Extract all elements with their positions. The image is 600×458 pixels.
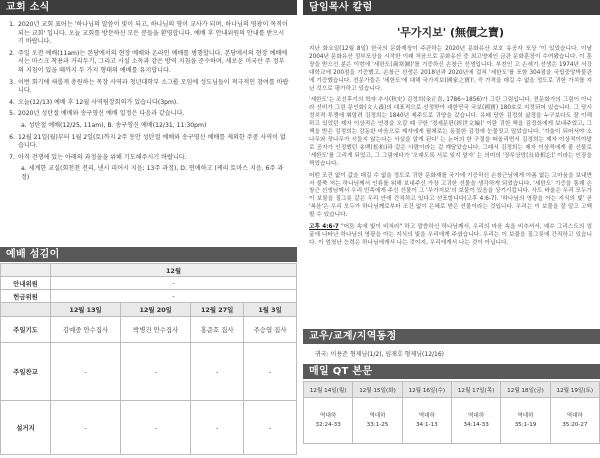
right-panel <box>303 0 600 458</box>
table-cell <box>1 264 51 277</box>
qt-header: 매일 QT 본문 <box>303 364 600 379</box>
table-cell: 홍준호 집사 <box>191 317 244 343</box>
qt-date: 12월 15일(화) <box>353 382 402 398</box>
qt-passage <box>304 398 353 444</box>
qt-passage <box>402 398 451 444</box>
news-text: 오늘(12/13) 예배 후 12월 사역팀장회의가 있습니다(3pm). <box>18 98 179 106</box>
date-header: 1월 3일 <box>244 303 297 317</box>
table-row <box>1 401 297 455</box>
qt-range: 32:24-33 <box>315 421 341 428</box>
table-cell: - <box>51 401 121 455</box>
qt-range: 35:20-27 <box>562 421 588 428</box>
family-text: 귀국: 이용준 형제님(1/2), 임재호 형제님(12/16) <box>315 351 445 358</box>
qt-book: 역대하 <box>566 412 583 419</box>
column-paragraph: 지난 화요일(12월 8일) 한국의 문화재청이 주관하는 2020년 문화유산 보호 유공자 포상 '이 있었습니다. 이날 2004년 문화유산 정부포상을 시작한 이래 처음으로 문화유산 중 최고영예인 금관 문화훈장이 수여됐습니다. 이 훈장을 받으신 분은 이번에 '세한도(歲寒圖)'를 기증하신 손창근 선생입니다. 부친인 고 손세기 선생은 1974년 서강대학교에 200점을 기증했고, 손창근 선생은 2018년과 2020년에 걸쳐 '세한도'를 포함 304점을 국립중앙박물관에 기증했습니다. 전문가들은 '세한도'에 대해 국가지보(國家之寶)', 즉 가격을 매길 수 없을 정도로 귀한 가치를 지닌 것으로 평가하고 있습니다. <box>309 46 592 92</box>
table-cell: - <box>121 401 191 455</box>
qt-passage <box>501 398 550 444</box>
qt-book: 역대하 <box>418 412 435 419</box>
scripture-text: "어둠 속에 빛이 비쳐라" 하고 말씀하신 하나님께서, 우리의 마음 속을 비추셔서, 예수 그리스도의 얼굴에 나타난 하나님의 영광을 아는 지식의 빛을 우리에게 주셨습니다. 우리는 이 보물을 질그릇에 간직하고 있습니다. 이 엄청난 능력은 하나님에게서 나는 것이지, 우리에게서 나는 것이 아닙니다. <box>309 224 592 246</box>
column-paragraph: '세한도'는 조선후기의 학자 추사(秋史) 김정희(金正喜, 1786~1856)가 그린 그림입니다. 전문화가의 그림이 아니라 선비가 그린 문인화(文人畵)의 대표적으로 선정받아 대한민국 국보(國寶) 180호로 지정되어 있습니다. 그 당시 정치적 투쟁에 휘말려 김정희는 1840년 제주도로 귀양을 갔습니다. 유배 당한 김정희 삶정을 누구보다도 잘 이해하고 있었던 제자 이상적은 연경을 오갈 때 구한 '경세문편(經世文編)' 이란 귀한 책을 김정희에게 보내주었고, 그 책을 받은 김정희는 감동한 마음으로 제자에게 필체로는 동물한 김정에 눈물짓고 말았습니다. '겨울이 되어서야 소나무와 잣나무가 시들지 않는다는 사실을 알게 된다' 는 논어의 한 구절을 떠올리면서 김정희는 제자 이상적이야말로 공자가 인정했던 송백(松柏)과 같은 사람이라는 걸 깨달았습니다. 그래서 김정희는 제자 이상적에게 줄 선물로 '세한도'를 그리게 되었고, 그 그림에다가 '오래도록 서로 잊지 말자' 는 의미의 '장무상망(長毋相忘)' 이라는 인장을 찍었습니다. <box>309 97 592 167</box>
row-label: 주일찬교 <box>1 343 51 401</box>
qt-passage <box>353 398 402 444</box>
news-item <box>6 99 289 108</box>
news-item <box>6 21 289 47</box>
table-cell: - <box>51 277 297 290</box>
row-label: 주일기도 <box>1 317 51 343</box>
qt-date: 12월 14일(월) <box>304 382 353 398</box>
news-item <box>6 110 289 119</box>
table-cell <box>1 303 51 317</box>
news-num: 2. <box>9 49 15 57</box>
news-text: 12월 21일(월)부터 1월 2일(토)까지 2주 동안 성탄절 예배와 송구영신 예배를 제외한 주중 사역이 없습니다. <box>18 133 286 150</box>
column-header: 담임목사 칼럼 <box>303 0 600 15</box>
news-num: 6. <box>9 133 15 141</box>
news-text: 주일 오전 예배(11am)는 본당에서의 현장 예배와 온라인 예배를 병행합니다. 본당에서의 현장 예배에서는 마스크 착용과 거리두기, 그리고 시설 소독과 같은 방역 지침을 준수하며, 새로운 미국산 주 정부의 지침이 있을 때까지 두 가지 형태의 예배를 유지합니다. <box>18 49 288 74</box>
table-cell: - <box>244 343 297 401</box>
scripture-ref: 고후 4:6-7 <box>309 224 339 231</box>
table-cell: 주승엽 집사 <box>244 317 297 343</box>
table-row <box>1 317 297 343</box>
qt-date: 12월 16일(수) <box>402 382 451 398</box>
qt-range: 34:14-33 <box>463 421 489 428</box>
left-panel <box>0 0 297 458</box>
news-num: 4. <box>9 98 15 106</box>
table-row <box>1 277 297 290</box>
table-row <box>1 343 297 401</box>
table-cell: - <box>51 343 121 401</box>
news-subitem: a. 성탄절 예배(12/25, 11am), B. 송구영신 예배(12/31, 11:30pm) <box>21 121 207 129</box>
table-cell: - <box>191 343 244 401</box>
table-cell: 박병건 안수집사 <box>121 317 191 343</box>
qt-passage <box>451 398 500 444</box>
family-header: 교우/교계/지역동정 <box>303 329 600 344</box>
news-item <box>6 134 289 151</box>
table-row <box>1 303 297 317</box>
news-num: 3. <box>9 78 15 86</box>
cast-table <box>0 263 297 455</box>
table-row <box>304 398 600 444</box>
news-text: 아직 전쟁에 있는 아래의 과정을을 위해 기도해주시기 바랍니다. <box>18 153 187 161</box>
qt-date: 12월 19일(토) <box>550 382 599 398</box>
news-num: 5. <box>9 110 15 118</box>
row-label: 안내위원 <box>1 277 51 290</box>
date-header: 12월 13일 <box>51 303 121 317</box>
news-list <box>0 15 297 183</box>
cast-month: 12월 <box>51 264 297 277</box>
table-cell: 김예중 안수집사 <box>51 317 121 343</box>
table-cell: - <box>121 343 191 401</box>
table-cell: - <box>51 290 297 303</box>
column-paragraph: 어떤 조건 없이 값을 매길 수 없을 정도로 귀한 문화재를 국가에 기증하신 손창근님에게 아픔 없는 고마움을 보내면서 불쑥 저는 하나님께서 인류를 위해 보내주신 가장 고귀한 선물을 생각하게 되었습니다. '세한도' 기증을 통해 손창근 선생님께서 우리 민족에게 주신 선물이 그 '무가지보'의 보물이 있음을 상기시킵니다. 사도 바울은 우리 모두가 이 보물을 질그릇 같은 우리 안에 간직하고 있다고 선포합니다(고후 4:6-7). '하나님의 영광을 아는 지식의 빛' 곧 '복음'은 우리 모두가 하나님께로부터 조건 없이 은혜로 받은 선물이라는 것입니다. 우리는 이 보물을 잘 알고 고백할 수 있습니다. <box>309 172 592 219</box>
news-subitem: a. 세계한 교실(회천천 전리, 낸시 피어시 지음; 13주 과정), D. 연애하고 (케리 토마스 지음, 6주 과정) <box>21 165 284 181</box>
column-scripture <box>309 224 592 248</box>
news-num: 1. <box>9 21 15 28</box>
news-header: 교회 소식 <box>0 0 297 15</box>
table-row <box>304 382 600 398</box>
news-item <box>6 50 289 76</box>
qt-book: 역대하 <box>369 412 386 419</box>
qt-date: 12월 17일(목) <box>451 382 500 398</box>
qt-range: 33:1-25 <box>366 421 389 428</box>
qt-book: 역대하 <box>468 412 485 419</box>
cast-header: 예배 섬김이 <box>0 247 297 262</box>
qt-range: 35:1-19 <box>514 421 537 428</box>
table-row <box>1 290 297 303</box>
qt-passage <box>550 398 599 444</box>
row-label: 설거지 <box>1 401 51 455</box>
news-item <box>6 154 289 163</box>
table-row <box>1 264 297 277</box>
column-body <box>303 15 600 248</box>
table-cell: - <box>191 401 244 455</box>
news-text: 2020년 성탄절 예배와 송구영신 예배 일정은 다음과 같습니다. <box>18 110 185 118</box>
news-item <box>6 79 289 96</box>
qt-date: 12월 18일(금) <box>501 382 550 398</box>
news-text: 2020년 교회 표어는 '하나님의 말씀이 빛이 되고, 하나님의 영이 교사가 되며, 하나님의 영광이 목적이 되는 교회' 입니다. 오늘 교회를 방문하신 모든 분들을 환영합니다. 예배 후 안내위원의 안내를 받으시기 바랍니다. <box>18 21 288 46</box>
date-header: 12월 27일 <box>191 303 244 317</box>
column-title: '무가지보' (無價之寶) <box>396 26 505 39</box>
news-num: 7. <box>9 153 15 161</box>
qt-range: 34:1-13 <box>415 421 438 428</box>
qt-book: 역대하 <box>517 412 534 419</box>
qt-book: 역대하 <box>320 412 337 419</box>
news-text: 이번 회기에 새롭게 충원하는 목장 사역과 청년대학부 소그룹 모임에 성도님들이 적극적인 참여를 바랍니다. <box>18 78 289 95</box>
row-label: 헌금위원 <box>1 290 51 303</box>
date-header: 12월 20일 <box>121 303 191 317</box>
table-cell: - <box>244 401 297 455</box>
qt-table <box>303 381 600 444</box>
